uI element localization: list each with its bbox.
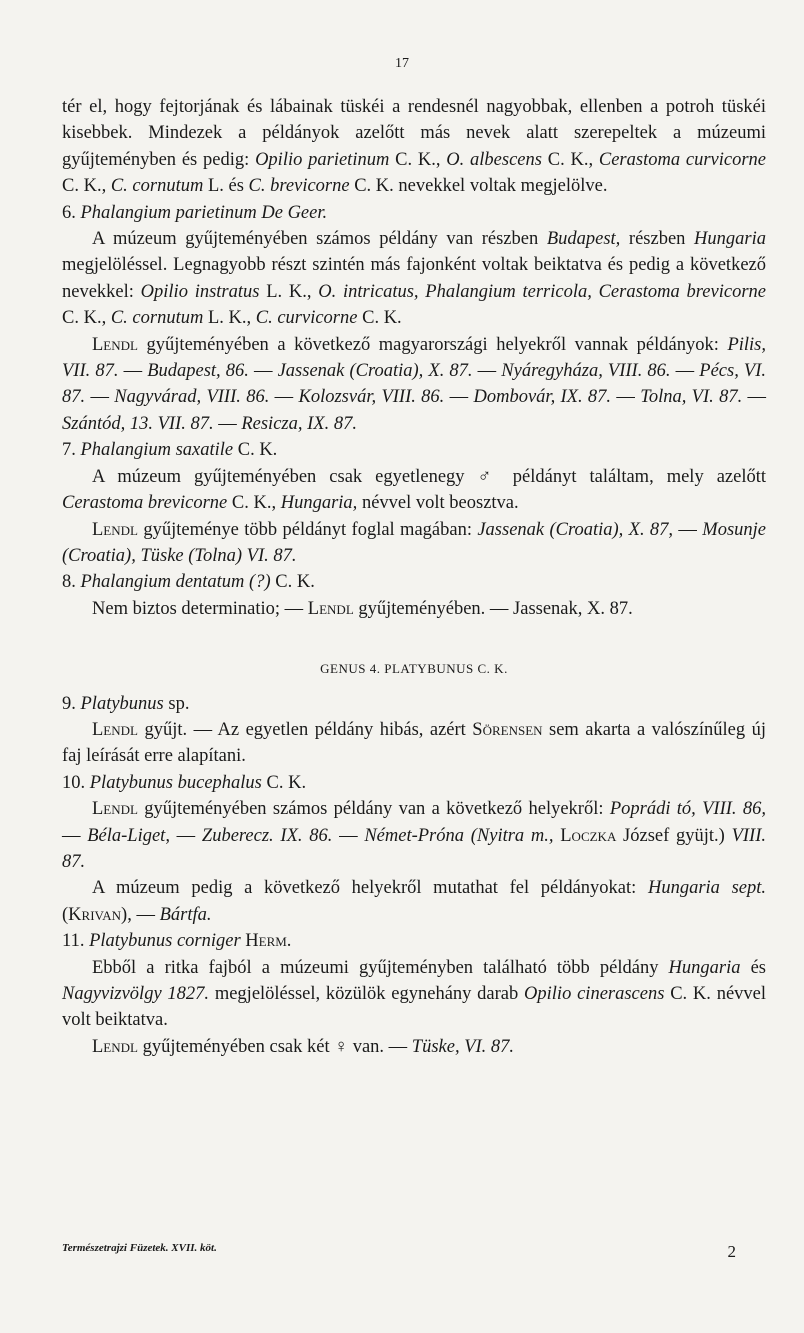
text-run: ( <box>62 904 69 925</box>
taxon-or-locality: Cerastoma curvicorne <box>598 149 766 170</box>
paragraph <box>62 596 766 622</box>
text-run: — <box>611 387 641 408</box>
taxon-or-locality: Pécs, VI. 87. <box>62 361 766 408</box>
text-run: tér el, hogy fejtorjának és lábainak tüskéi a rendesnél nagyobbak, ellenben a potroh tüskéi kisebbek. Mindezek a példányok azelőtt más nevek alatt szerepeltek a múzeumi gyűjteményben és pedig: <box>62 97 766 170</box>
species-heading <box>62 200 766 226</box>
taxon-or-locality: Nagyvárad, VIII. 86. <box>114 387 270 408</box>
text-run: C. K. névvel volt beiktatva. <box>62 984 767 1031</box>
author-name: Krivan <box>68 904 122 925</box>
taxon-or-locality: Bártfa. <box>159 904 212 925</box>
text-run: L. és <box>203 176 249 197</box>
taxon-or-locality: VIII. 87. <box>62 825 766 872</box>
taxon-or-locality: Platybunus bucephalus <box>89 772 262 793</box>
text-run: és <box>740 957 766 978</box>
text-run: — <box>444 387 474 408</box>
text-run: gyűjteményében. — Jassenak, X. 87. <box>353 598 633 619</box>
taxon-or-locality: Tüske, VI. 87. <box>411 1036 515 1057</box>
taxon-or-locality: Pilis, VII. 87. <box>62 334 766 382</box>
text-run: megjelöléssel. Legnagyobb részt szintén más fajonként voltak beiktatva és pedig a következő nevekkel: <box>62 255 766 302</box>
body-text <box>62 94 766 1060</box>
taxon-or-locality: Béla-Liget, <box>87 825 170 846</box>
text-run: gyűjt. — Az egyetlen példány hibás, azért <box>137 719 473 740</box>
author-name: Lendl <box>307 598 354 619</box>
species-heading <box>62 928 766 954</box>
paragraph <box>62 1034 766 1060</box>
text-run: C. K., <box>62 308 111 329</box>
author-name: Lendl <box>92 334 138 355</box>
text-run: — <box>213 413 242 434</box>
page-number: 17 <box>395 56 409 71</box>
author-name: Sörensen <box>472 719 543 740</box>
author-name: Lendl <box>92 799 138 820</box>
text-run: 6. <box>62 202 81 223</box>
text-run: C. K. <box>357 308 402 329</box>
text-run: 10. <box>62 772 90 793</box>
species-heading <box>62 569 766 595</box>
text-run: C. K., <box>541 149 599 170</box>
taxon-or-locality: Dombovár, IX. 87. <box>473 387 612 408</box>
taxon-or-locality: Hungaria <box>694 229 766 250</box>
taxon-or-locality: Zuberecz. IX. 86. <box>201 825 333 846</box>
taxon-or-locality: Kolozsvár, VIII. 86. <box>298 387 445 408</box>
taxon-or-locality: C. cornutum <box>110 176 204 197</box>
taxon-or-locality: Poprádi tó, VIII. 86, <box>609 799 766 820</box>
paragraph <box>62 955 766 1034</box>
genus-heading <box>62 656 766 682</box>
text-run: L. K., <box>203 308 256 329</box>
author-name: Loczka <box>560 825 617 846</box>
species-heading <box>62 770 766 796</box>
taxon-or-locality: Resicza, IX. 87. <box>241 413 357 434</box>
taxon-or-locality: Platybunus <box>80 693 164 714</box>
text-run: L. K., <box>259 281 319 302</box>
page-footer <box>62 1242 766 1262</box>
taxon-or-locality: Hungaria, <box>280 493 358 514</box>
taxon-or-locality: Opilio cinerascens <box>524 984 665 1004</box>
text-run: — <box>332 825 365 846</box>
taxon-or-locality: Opilio parietinum <box>255 149 390 170</box>
taxon-or-locality: Phalangium parietinum De Geer. <box>80 202 328 223</box>
text-run: C. K., <box>62 176 111 197</box>
taxon-or-locality: Német-Próna (Nyitra m., <box>364 825 554 846</box>
text-run: 7. <box>62 440 81 461</box>
taxon-or-locality: Budapest, <box>546 229 621 250</box>
paragraph <box>62 226 766 332</box>
taxon-or-locality: Phalangium saxatile <box>80 440 234 461</box>
text-run: GENUS 4. PLATYBUNUS C. K. <box>320 661 508 677</box>
taxon-or-locality: Cerastoma brevicorne <box>62 493 228 514</box>
paragraph <box>62 796 766 875</box>
text-run: sp. <box>163 693 190 714</box>
text-run: József gyüjt.) <box>616 825 732 846</box>
text-run: — <box>673 519 703 540</box>
text-run: részben <box>620 229 695 250</box>
taxon-or-locality: C. curvicorne <box>255 308 358 329</box>
journal-title: Természetrajzi Füzetek. XVII. köt. <box>62 1242 217 1254</box>
text-run: — <box>248 361 278 382</box>
paragraph <box>62 332 766 438</box>
species-heading <box>62 437 766 463</box>
text-run: — <box>742 387 767 408</box>
text-run: C. K. <box>233 440 278 461</box>
paragraph <box>62 875 766 928</box>
taxon-or-locality: Szántód, 13. VII. 87. <box>62 413 214 434</box>
author-name: Lendl <box>92 1036 138 1057</box>
text-run: — <box>269 387 299 408</box>
author-name: Lendl <box>92 519 138 540</box>
text-run: C. K. <box>261 772 307 793</box>
taxon-or-locality: O. intricatus, Phalangium terricola, Cerastoma brevicorne <box>318 281 766 302</box>
text-run: C. K. nevekkel voltak megjelölve. <box>349 176 608 197</box>
text-run: — <box>472 361 502 382</box>
text-run: — <box>670 361 700 382</box>
text-run: — <box>85 387 115 408</box>
text-run: A múzeum gyűjteményében számos példány van részben <box>92 229 547 250</box>
taxon-or-locality: Opilio instratus <box>140 281 260 302</box>
text-run: gyűjteményében számos példány van a következő helyekről: <box>137 799 610 820</box>
text-run: — <box>118 361 148 382</box>
text-run: C. K. <box>270 572 315 593</box>
text-run: megjelöléssel, közülök egynehány darab <box>209 984 525 1004</box>
text-run: C. K., <box>227 493 281 514</box>
text-run: A múzeum pedig a következő helyekről mutathat fel példányokat: <box>92 878 648 899</box>
signature-mark: 2 <box>727 1242 736 1261</box>
paragraph <box>62 94 766 200</box>
text-run: 11. <box>62 931 90 952</box>
taxon-or-locality: C. cornutum <box>110 308 204 329</box>
text-run: C. K., <box>389 149 447 170</box>
author-name: Lendl <box>92 719 138 740</box>
text-run: gyűjteményében a következő magyarországi helyekről vannak példányok: <box>137 334 728 355</box>
taxon-or-locality: Hungaria sept. <box>647 878 767 899</box>
text-run: — <box>62 825 88 846</box>
taxon-or-locality: Phalangium dentatum (?) <box>80 572 271 593</box>
taxon-or-locality: C. brevicorne <box>248 176 350 197</box>
taxon-or-locality: Platybunus corniger <box>89 931 241 952</box>
text-run: sem akarta a valószínűleg új faj leírását erre alapítani. <box>62 719 766 767</box>
paragraph <box>62 517 766 570</box>
taxon-or-locality: Tolna, VI. 87. <box>640 387 743 408</box>
taxon-or-locality: Hungaria <box>668 957 741 978</box>
paragraph <box>62 717 766 770</box>
species-heading <box>62 691 766 717</box>
taxon-or-locality: Nyáregyháza, VIII. 86. <box>501 361 671 382</box>
author-name: Herm. <box>245 931 292 952</box>
paragraph <box>62 464 766 517</box>
taxon-or-locality: Jassenak (Croatia), X. 87, <box>477 519 674 540</box>
taxon-or-locality: Mosunje (Croatia), Tüske (Tolna) VI. 87. <box>62 519 766 566</box>
taxon-or-locality: Nagyvizvölgy 1827. <box>62 984 210 1004</box>
text-run: 9. <box>62 693 81 714</box>
text-run: Ebből a ritka fajból a múzeumi gyűjteményben található több példány <box>92 957 669 978</box>
taxon-or-locality: Jassenak (Croatia), X. 87. <box>277 361 473 382</box>
text-run: névvel volt beosztva. <box>357 493 519 514</box>
text-run: — <box>169 825 202 846</box>
text-run: A múzeum gyűjteményében csak egyetlenegy ♂ példányt találtam, mely azelőtt <box>92 466 766 487</box>
text-run: ), — <box>121 904 160 925</box>
text-run: gyűjteménye több példányt foglal magában: <box>137 519 478 540</box>
text-run: Nem biztos determinatio; — <box>92 598 308 619</box>
text-run: gyűjteményében csak két ♀ van. — <box>137 1036 412 1057</box>
text-run: 8. <box>62 572 81 593</box>
taxon-or-locality: Budapest, 86. <box>147 361 249 382</box>
taxon-or-locality: O. albescens <box>446 149 542 170</box>
